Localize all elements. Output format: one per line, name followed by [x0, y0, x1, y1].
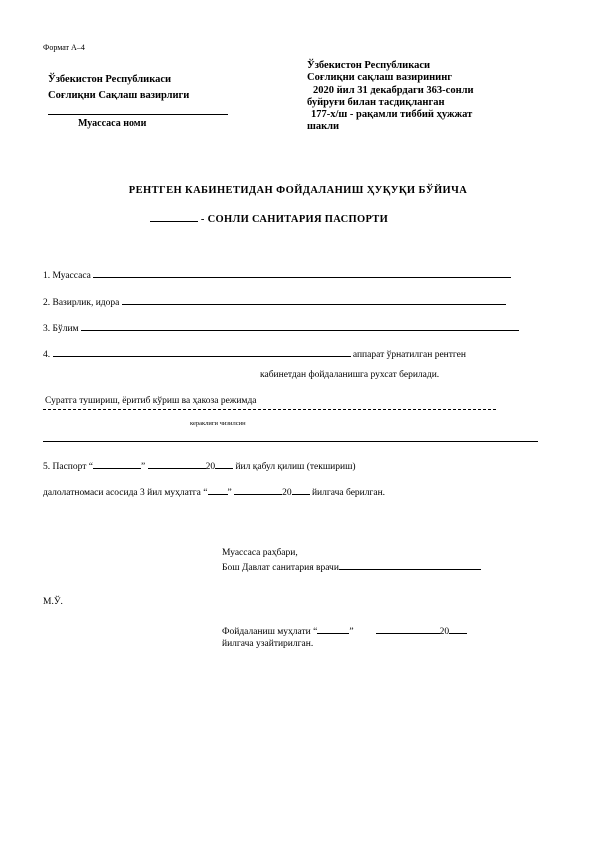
right-header-line4: буйруғи билан тасдиқланган — [307, 96, 445, 108]
extension-label: Фойдаланиш муҳлати “ — [222, 627, 318, 637]
passport-quote-close: ” — [141, 462, 148, 472]
field-apparatus — [43, 346, 466, 360]
passport-act-text: йил қабул қилиш (текшириш) — [233, 462, 356, 472]
passport-year-prefix: 20 — [205, 462, 216, 472]
passport-valid-until-text: йилгача берилган. — [309, 488, 386, 498]
right-header-line5: 177-х/ш - рақамли тиббий ҳужжат — [311, 109, 473, 121]
passport-valid-day-input[interactable] — [208, 484, 228, 495]
passport-valid-year-input[interactable] — [292, 484, 310, 495]
passport-term-text: далолатномаси асосида 3 йил муҳлатга “ — [43, 488, 208, 498]
extension-year-prefix: 20 — [439, 627, 450, 637]
field-apparatus-line2: кабинетдан фойдаланишга рухсат берилади. — [260, 370, 440, 380]
signature-block — [222, 547, 481, 574]
institution-name-line[interactable] — [48, 104, 228, 115]
field-department-input[interactable] — [81, 320, 519, 331]
passport-valid-month-input[interactable] — [234, 484, 282, 495]
passport-prefix: 5. Паспорт “ — [43, 462, 93, 472]
stamp-label: М.Ў. — [43, 597, 63, 607]
mode-dashed-line[interactable] — [43, 409, 496, 410]
field-department — [43, 320, 519, 334]
field-ministry-input[interactable] — [122, 294, 506, 305]
extension-block — [222, 623, 467, 650]
document-subtitle-text: - СОНЛИ САНИТАРИЯ ПАСПОРТИ — [198, 214, 389, 225]
right-header-line1: Ўзбекистон Республикаси — [307, 60, 431, 71]
field-ministry — [43, 294, 506, 308]
field-apparatus-input[interactable] — [53, 346, 351, 357]
right-header-line3: 2020 йил 31 декабрдаги 363-сонли — [313, 84, 474, 96]
passport-number-blank[interactable] — [150, 212, 198, 222]
extension-year-input[interactable] — [449, 623, 467, 634]
extension-month-input[interactable] — [376, 623, 440, 634]
extension-quote: ” — [349, 627, 354, 637]
institution-name-caption: Муассаса номи — [78, 118, 147, 129]
passport-line2 — [43, 484, 385, 498]
passport-valid-year-prefix: 20 — [282, 488, 292, 498]
passport-year-input[interactable] — [215, 458, 233, 469]
field-apparatus-suffix: аппарат ўрнатилган рентген — [350, 350, 466, 360]
left-header — [48, 72, 228, 131]
document-subtitle — [150, 212, 388, 225]
passport-valid-quote: ” — [227, 488, 235, 498]
document-title: РЕНТГЕН КАБИНЕТИДАН ФОЙДАЛАНИШ ҲУҚУҚИ БЎЙИЧА — [128, 185, 468, 196]
signature-input[interactable] — [339, 559, 481, 570]
left-header-ministry: Соғлиқни Сақлаш вазирлиги — [48, 90, 190, 101]
field-apparatus-label: 4. — [43, 350, 51, 360]
field-institution-label: 1. Муассаса — [43, 271, 91, 281]
mode-label: Суратга тушириш, ёритиб кўриш ва ҳакоза режимда — [45, 396, 257, 406]
field-ministry-label: 2. Вазирлик, идора — [43, 298, 120, 308]
section-divider — [43, 441, 538, 442]
passport-month-input[interactable] — [148, 458, 206, 469]
extension-line1 — [222, 623, 467, 638]
signature-doctor-label: Бош Давлат санитария врачи — [222, 563, 339, 573]
right-header-line6: шакли — [307, 121, 340, 133]
field-institution-input[interactable] — [93, 267, 511, 278]
mode-caption: кераклиги чизилсин — [190, 420, 246, 427]
format-label: Формат А–4 — [43, 43, 85, 52]
passport-line1 — [43, 458, 356, 472]
field-institution — [43, 267, 511, 281]
extension-line2: йилгача узайтирилган. — [222, 639, 314, 649]
signature-doctor-line — [222, 559, 481, 574]
left-header-country: Ўзбекистон Республикаси — [48, 74, 172, 85]
extension-day-input[interactable] — [317, 623, 349, 634]
field-department-label: 3. Бўлим — [43, 324, 79, 334]
passport-day-input[interactable] — [93, 458, 141, 469]
signature-head-label: Муассаса раҳбари, — [222, 548, 298, 558]
right-header — [307, 60, 517, 134]
right-header-line2: Соғлиқни сақлаш вазирининг — [307, 72, 453, 84]
